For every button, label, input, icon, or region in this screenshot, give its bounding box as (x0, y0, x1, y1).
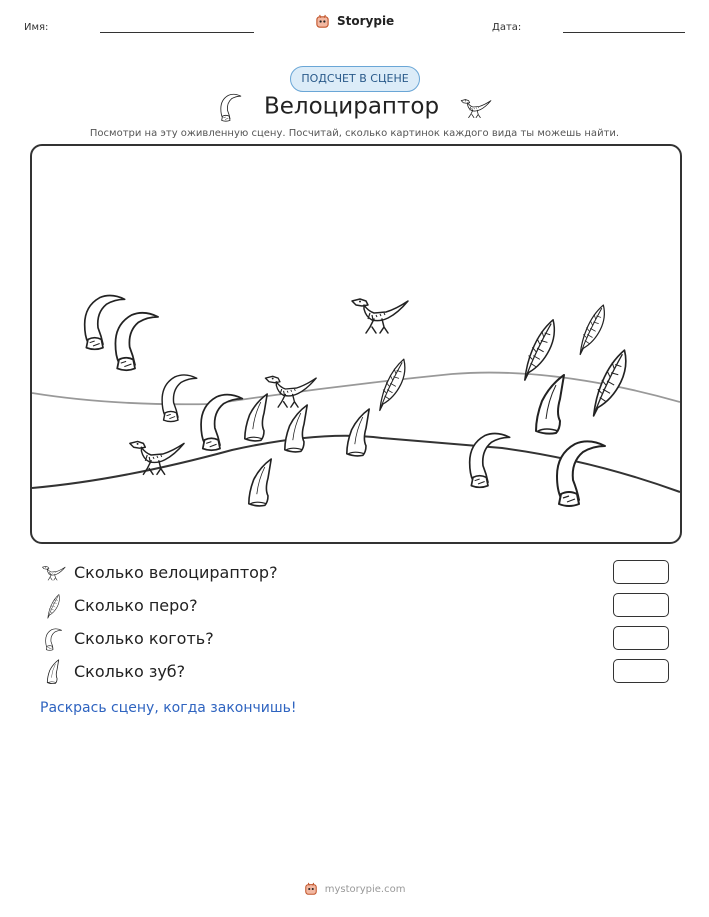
claw-icon (201, 395, 242, 451)
velociraptor-icon (352, 299, 408, 333)
question-text: Сколько коготь? (74, 629, 214, 648)
brand-name: Storypie (336, 14, 395, 28)
counting-scene (30, 144, 682, 544)
feather-icon (580, 305, 604, 354)
tooth-icon (245, 394, 267, 441)
activity-badge: ПОДСЧЕТ В СЦЕНЕ (290, 66, 420, 92)
answer-box[interactable] (613, 659, 669, 683)
tooth-icon (249, 459, 271, 506)
tooth-icon (347, 409, 369, 456)
velociraptor-icon (265, 376, 316, 407)
storypie-logo-icon (304, 882, 318, 896)
instructions: Посмотри на эту оживленную сцену. Посчитай, сколько картинок каждого вида ты можешь найти. (89, 128, 620, 139)
page-title: Велоцираптор (263, 93, 440, 120)
answer-box[interactable] (613, 593, 669, 617)
name-label: Имя: (24, 22, 49, 33)
back-hill-line (32, 373, 680, 405)
claw-icon (217, 92, 243, 122)
velociraptor-icon (458, 93, 492, 121)
tooth-icon (536, 375, 564, 434)
name-input-line[interactable] (100, 32, 254, 33)
claw-icon (470, 434, 510, 488)
scene-drawing (32, 146, 680, 542)
question-row-feather (40, 593, 680, 619)
brand (0, 14, 709, 29)
finish-note: Раскрась сцену, когда закончишь! (40, 700, 297, 716)
tooth-icon (40, 659, 66, 685)
feather-icon (380, 359, 405, 410)
claw-icon (115, 313, 158, 370)
claw-icon (557, 441, 605, 506)
answer-box[interactable] (613, 560, 669, 584)
footer (0, 882, 709, 896)
page-title-row (0, 92, 709, 122)
question-row-velociraptor (40, 560, 680, 586)
question-text: Сколько перо? (74, 596, 198, 615)
velociraptor-icon (40, 560, 66, 586)
claw-icon (40, 626, 66, 652)
question-row-tooth (40, 659, 680, 685)
footer-url[interactable]: mystorypie.com (324, 884, 406, 895)
feather-icon (525, 320, 555, 380)
tooth-icon (285, 405, 307, 452)
date-label: Дата: (492, 22, 522, 33)
question-row-claw (40, 626, 680, 652)
answer-box[interactable] (613, 626, 669, 650)
question-text: Сколько зуб? (74, 662, 186, 681)
storypie-logo-icon (315, 14, 330, 29)
claw-icon (162, 375, 197, 422)
question-text: Сколько велоцираптор? (74, 563, 278, 582)
feather-icon (40, 593, 66, 619)
date-input-line[interactable] (563, 32, 685, 33)
